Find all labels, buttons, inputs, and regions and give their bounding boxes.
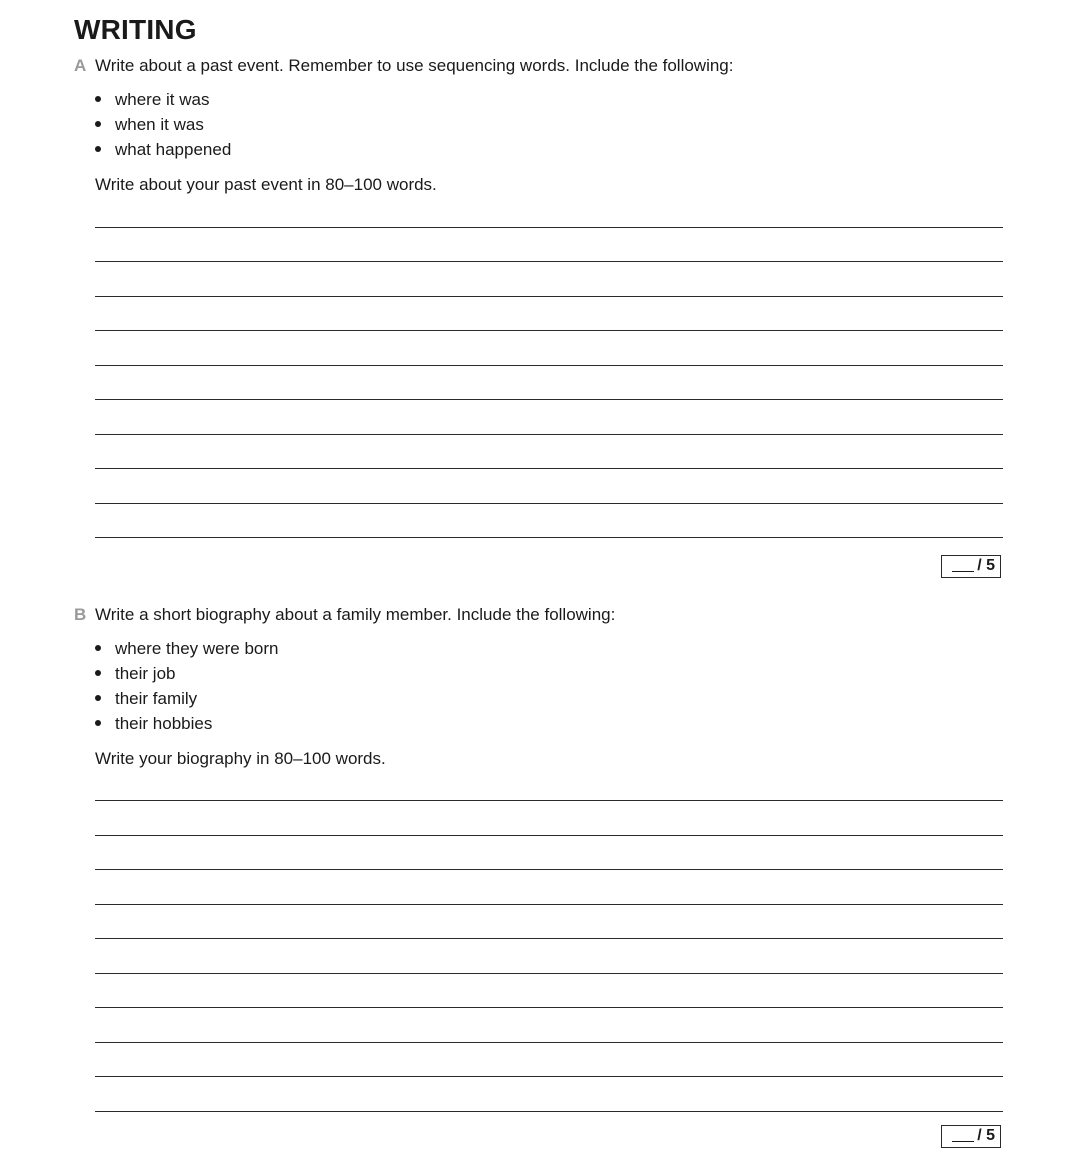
bullet-icon [95,146,101,152]
section-a-writing-line[interactable] [95,365,1003,366]
section-b-writing-line[interactable] [95,800,1003,801]
bullet-icon [95,720,101,726]
bullet-icon [95,670,101,676]
list-item: where it was [95,87,231,112]
section-a-score-box[interactable] [941,555,1001,578]
section-b-writing-line[interactable] [95,938,1003,939]
section-b-writing-line[interactable] [95,869,1003,870]
section-a-letter: A [74,56,87,75]
list-item: their job [95,661,278,686]
section-a-writing-line[interactable] [95,399,1003,400]
score-blank[interactable] [952,571,974,572]
bullet-icon [95,121,101,127]
section-a-writing-line[interactable] [95,330,1003,331]
section-a-writing-line[interactable] [95,503,1003,504]
section-b-writing-line[interactable] [95,973,1003,974]
list-item: what happened [95,137,231,162]
section-a-writing-line[interactable] [95,261,1003,262]
section-b-writing-line[interactable] [95,1111,1003,1112]
section-a-writing-line[interactable] [95,227,1003,228]
section-a-writing-line[interactable] [95,434,1003,435]
section-b-score-box[interactable] [941,1125,1001,1148]
score-total: / 5 [977,557,995,574]
section-a-instruction: Write about your past event in 80–100 words. [95,175,437,194]
bullet-icon [95,645,101,651]
section-a-bullet-list [95,87,231,162]
section-b-bullet-list [95,636,278,736]
list-item: their hobbies [95,711,278,736]
section-b-question: Write a short biography about a family member. Include the following: [95,605,616,624]
list-item: when it was [95,112,231,137]
score-total: / 5 [977,1127,995,1144]
section-b-letter: B [74,605,87,624]
section-b-writing-line[interactable] [95,835,1003,836]
list-item: their family [95,686,278,711]
section-a-writing-line[interactable] [95,296,1003,297]
section-b-instruction: Write your biography in 80–100 words. [95,749,386,768]
bullet-icon [95,96,101,102]
section-b-writing-line[interactable] [95,1042,1003,1043]
section-b-writing-line[interactable] [95,904,1003,905]
score-blank[interactable] [952,1141,974,1142]
section-b-writing-line[interactable] [95,1007,1003,1008]
page-title: WRITING [74,14,197,45]
section-a-writing-line[interactable] [95,537,1003,538]
bullet-icon [95,695,101,701]
section-a-question: Write about a past event. Remember to use sequencing words. Include the following: [95,56,734,75]
list-item: where they were born [95,636,278,661]
section-b-writing-line[interactable] [95,1076,1003,1077]
section-a-writing-line[interactable] [95,468,1003,469]
